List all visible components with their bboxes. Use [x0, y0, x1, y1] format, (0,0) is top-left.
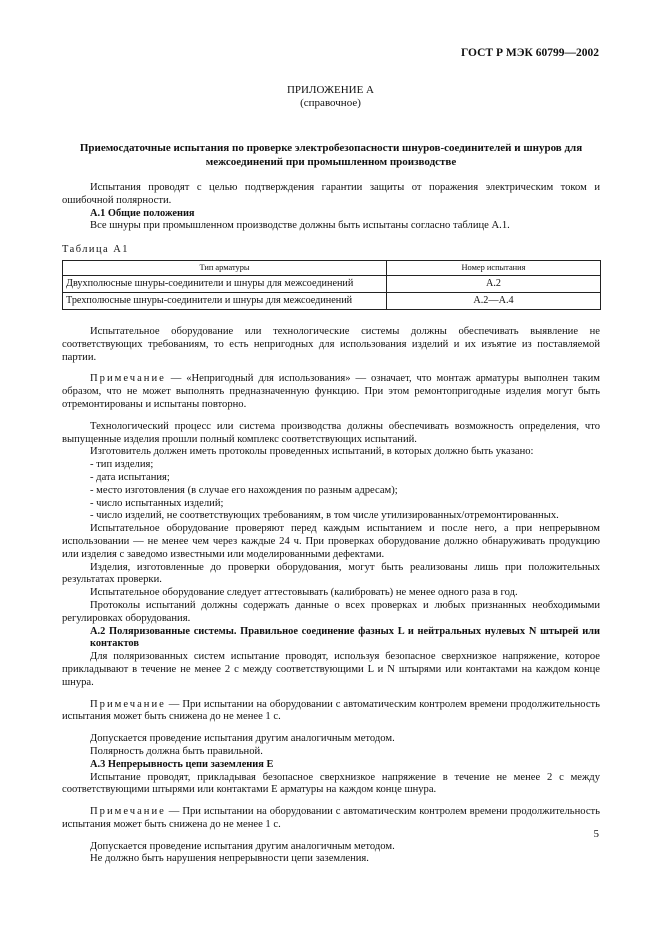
- heading-a3: А.3 Непрерывность цепи заземления Е: [90, 758, 274, 770]
- tests-table: [62, 260, 601, 310]
- list-item: - число изделий, не соответствующих требованиям, в том числе утилизированных/отремонтированных.: [90, 510, 559, 522]
- list-item: - дата испытания;: [90, 471, 170, 483]
- standard-number: ГОСТ Р МЭК 60799—2002: [461, 47, 599, 59]
- intro-paragraph-2: Все шнуры при промышленном производстве должны быть испытаны согласно таблице А.1.: [90, 220, 510, 232]
- paragraph-process: Технологический процесс или система производства должны обеспечивать возможность определения, что выпущенные изделия прошли полный комплекс соответствующих испытаний.: [62, 420, 600, 445]
- paragraph-check: Испытательное оборудование проверяют перед каждым испытанием и после него, а при непрерывном использовании — не менее чем через каждые 24 ч. При проверках оборудование должно обнаруживать продукцию или изделия с заведомо известными или моделированными дефектами.: [62, 523, 600, 560]
- heading-a2: А.2 Поляризованные системы. Правильное соединение фазных L и нейтральных нулевых N штырей или контактов: [90, 625, 600, 650]
- table-row: [63, 276, 601, 293]
- paragraph-nobreak: Не должно быть нарушения непрерывности цепи заземления.: [90, 853, 369, 865]
- paragraph-a2: Для поляризованных систем испытание проводят, используя безопасное сверхнизкое напряжение, которое прикладывают в течение не менее 2 с между соответствующими L и N штырями или контактами на каждом конце шнура.: [62, 651, 600, 688]
- paragraph-allowed: Допускается проведение испытания другим аналогичным методом.: [90, 840, 395, 852]
- paragraph-protocols: Изготовитель должен иметь протоколы проведенных испытаний, в которых должно быть указано:: [90, 446, 534, 458]
- appendix-title: ПРИЛОЖЕНИЕ А: [286, 84, 374, 96]
- body-block: [62, 326, 600, 866]
- note-3: [62, 806, 600, 832]
- note-label: Примечание: [90, 698, 166, 710]
- cell-test-number: А.2: [387, 276, 601, 293]
- paragraph-allowed: Допускается проведение испытания другим аналогичным методом.: [90, 733, 395, 745]
- paragraph-equipment: Испытательное оборудование или технологические системы должны обеспечивать выявление не соответствующих требованиям, то есть непригодных для использования изделий и их изъятие из поставляемой партии.: [62, 326, 600, 363]
- intro-block: [62, 182, 600, 233]
- table-caption: Таблица А1: [62, 244, 129, 255]
- note-label: Примечание: [90, 373, 166, 385]
- cell-fitting-type: Двухполюсные шнуры-соединители и шнуры для межсоединений: [63, 276, 387, 293]
- table-header-row: [63, 261, 601, 276]
- paragraph-polarity: Полярность должна быть правильной.: [90, 745, 263, 757]
- intro-paragraph: Испытания проводят с целью подтверждения гарантии защиты от поражения электрическим током и ошибочной полярности.: [62, 182, 600, 206]
- paragraph-a3: Испытание проводят, прикладывая безопасное сверхнизкое напряжение в течение не менее 2 с между соответствующими штырями или контактами Е арматуры на каждом конце шнура.: [62, 771, 600, 796]
- list-item: - число испытанных изделий;: [90, 497, 224, 509]
- list-item: - место изготовления (в случае его нахождения по разным адресам);: [90, 484, 398, 496]
- note-text: — При испытании на оборудовании с автоматическим контролем времени продолжительность испытания может быть снижена до не менее 1 с.: [62, 698, 600, 723]
- cell-fitting-type: Трехполюсные шнуры-соединители и шнуры для межсоединений: [63, 293, 387, 310]
- note-label: Примечание: [90, 806, 166, 818]
- appendix-subtitle: (справочное): [300, 97, 361, 109]
- paragraph-attest: Испытательное оборудование следует аттестовывать (калибровать) не менее одного раза в год.: [90, 587, 518, 599]
- header-test-number: Номер испытания: [387, 261, 601, 276]
- paragraph-records: Протоколы испытаний должны содержать данные о всех проверках и любых признанных необходимыми регулировках оборудования.: [62, 599, 600, 624]
- note-2: [62, 699, 600, 725]
- section-title: Приемосдаточные испытания по проверке электробезопасности шнуров-соединителей и шнуров для межсоединений при промышленном производстве: [79, 142, 583, 168]
- note-text: — При испытании на оборудовании с автоматическим контролем времени продолжительность испытания может быть снижена до не менее 1 с.: [62, 806, 600, 830]
- note-text: — «Непригодный для использования» — означает, что монтаж арматуры выполнен таким образом, что не может выполнять предназначенную функцию. При этом ремонтопригодные изделия могут быть отремонтированы и испытаны повторно.: [62, 373, 600, 410]
- heading-a1: А.1 Общие положения: [90, 207, 195, 219]
- table-row: [63, 293, 601, 310]
- cell-test-number: А.2—А.4: [387, 293, 601, 310]
- list-item: - тип изделия;: [90, 459, 154, 471]
- header-fitting-type: Тип арматуры: [63, 261, 387, 276]
- paragraph-before: Изделия, изготовленные до проверки оборудования, могут быть реализованы лишь при положительных результатах проверки.: [62, 561, 600, 586]
- page-number: 5: [593, 828, 599, 840]
- note-1: [62, 373, 600, 411]
